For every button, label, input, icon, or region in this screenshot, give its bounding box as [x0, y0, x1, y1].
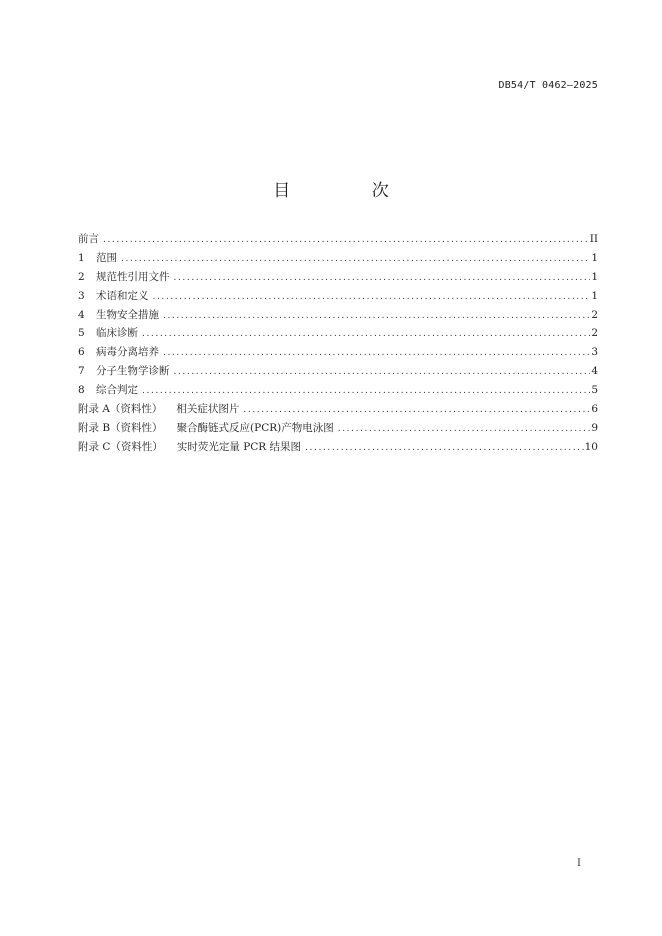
toc-entry[interactable]	[78, 230, 598, 249]
toc-entry[interactable]	[78, 287, 598, 306]
toc-entry-page-number: 6	[591, 403, 598, 416]
toc-entry-page-number: 1	[591, 270, 598, 283]
toc-entry-dot-leader	[174, 269, 591, 287]
toc-entry-title: 实时荧光定量 PCR 结果图	[176, 440, 302, 453]
toc-entry-dot-leader	[103, 231, 589, 249]
toc-entry-dot-leader	[142, 382, 590, 400]
document-code: DB54/T 0462—2025	[498, 80, 598, 91]
toc-entry[interactable]	[78, 400, 598, 419]
toc-entry-number: 8	[78, 384, 85, 397]
toc-entry-page-number: 2	[591, 308, 598, 321]
toc-entry-dot-leader	[243, 401, 590, 419]
toc-entry-appendix-label: 附录 C（资料性）	[78, 440, 163, 453]
toc-entry-title: 前言	[78, 233, 99, 245]
toc-entry[interactable]	[78, 249, 598, 268]
toc-entry[interactable]	[78, 324, 598, 343]
toc-entry-page-number: 10	[584, 440, 598, 453]
toc-entry-dot-leader	[163, 307, 590, 325]
toc-entry-title: 范围	[96, 251, 117, 264]
toc-entry-number: 5	[78, 327, 85, 340]
toc-entry-title: 规范性引用文件	[96, 270, 170, 283]
table-of-contents	[78, 230, 598, 457]
toc-entry-page-number: 9	[591, 421, 598, 434]
toc-entry-title: 生物安全措施	[96, 308, 159, 321]
toc-entry-page-number: II	[589, 233, 598, 245]
toc-entry[interactable]	[78, 268, 598, 287]
toc-entry-number: 6	[78, 346, 85, 359]
toc-entry-page-number: 2	[591, 327, 598, 340]
toc-entry[interactable]	[78, 381, 598, 400]
toc-entry-number: 4	[78, 308, 85, 321]
toc-entry-title: 分子生物学诊断	[96, 365, 170, 378]
toc-entry-title: 相关症状图片	[176, 403, 240, 416]
toc-entry-number: 3	[78, 289, 85, 302]
toc-entry-title: 临床诊断	[96, 327, 138, 340]
toc-entry-title: 术语和定义	[96, 289, 149, 302]
toc-entry-page-number: 5	[591, 384, 598, 397]
toc-entry-number: 7	[78, 365, 85, 378]
toc-entry-dot-leader	[121, 250, 590, 268]
toc-entry[interactable]	[78, 419, 598, 438]
toc-entry-dot-leader	[142, 325, 590, 343]
toc-entry-dot-leader	[174, 363, 591, 381]
toc-entry-page-number: 1	[591, 289, 598, 302]
toc-entry-appendix-label: 附录 A（资料性）	[78, 403, 163, 416]
toc-entry[interactable]	[78, 306, 598, 325]
toc-title: 目 次	[273, 181, 427, 201]
toc-entry-page-number: 3	[591, 346, 598, 359]
toc-entry[interactable]	[78, 343, 598, 362]
toc-entry-dot-leader	[153, 288, 591, 306]
toc-entry[interactable]	[78, 362, 598, 381]
toc-entry-page-number: 1	[591, 251, 598, 264]
toc-entry-title: 综合判定	[96, 384, 138, 397]
toc-entry-title: 聚合酶链式反应(PCR)产物电泳图	[176, 421, 334, 434]
toc-entry[interactable]	[78, 438, 598, 457]
toc-entry-page-number: 4	[591, 365, 598, 378]
toc-entry-dot-leader	[163, 344, 590, 362]
toc-entry-title: 病毒分离培养	[96, 346, 159, 359]
toc-entry-number: 1	[78, 251, 85, 264]
page-number: I	[577, 858, 581, 869]
toc-entry-dot-leader	[338, 420, 591, 438]
toc-entry-appendix-label: 附录 B（资料性）	[78, 421, 163, 434]
toc-entry-dot-leader	[305, 439, 584, 457]
toc-entry-number: 2	[78, 270, 85, 283]
